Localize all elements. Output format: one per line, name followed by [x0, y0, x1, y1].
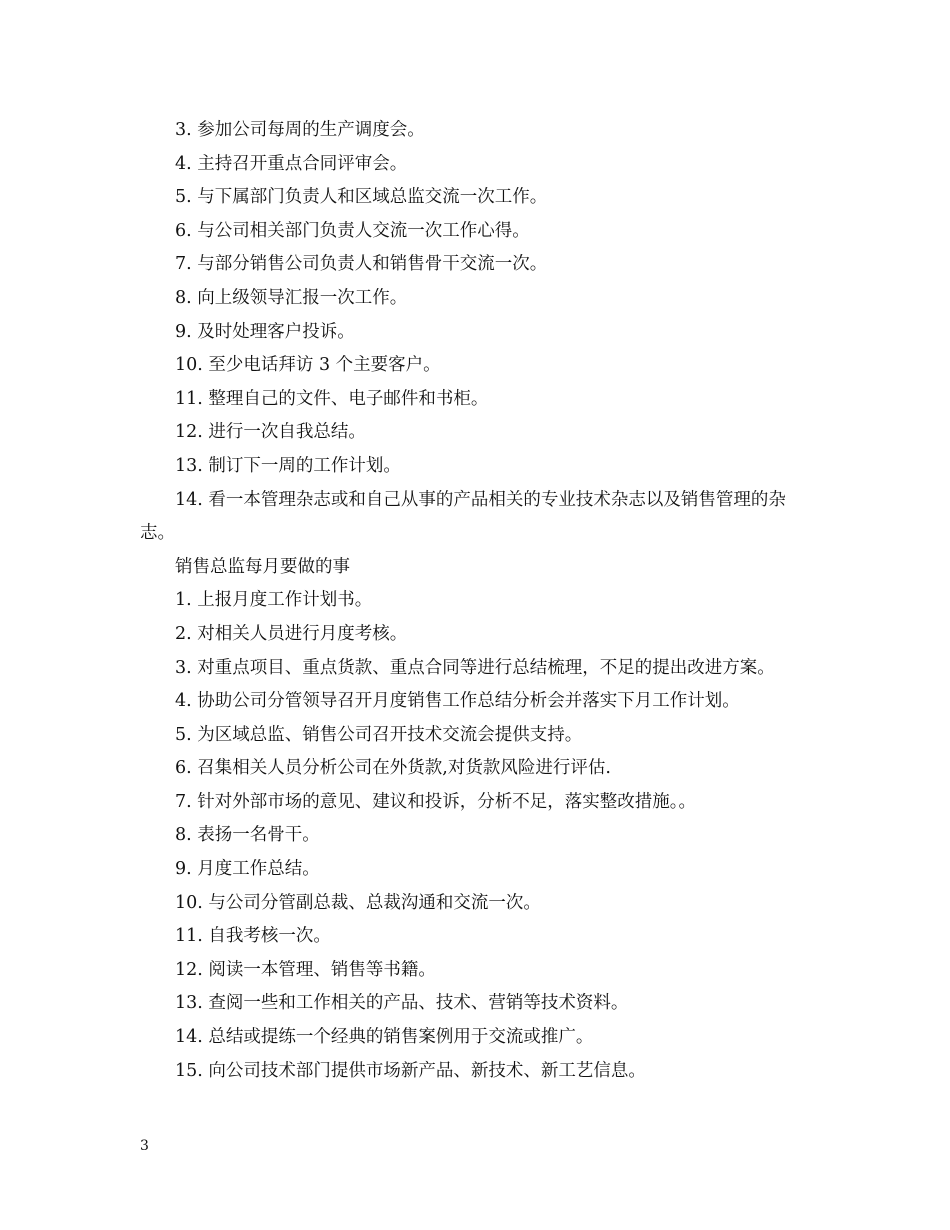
- monthly-item-13: 13. 查阅一些和工作相关的产品、技术、营销等技术资料。: [175, 993, 629, 1014]
- monthly-item-5: 5. 为区域总监、销售公司召开技术交流会提供支持。: [175, 724, 583, 745]
- monthly-item-2: 2. 对相关人员进行月度考核。: [175, 623, 408, 644]
- weekly-item-12: 12. 进行一次自我总结。: [175, 422, 366, 443]
- monthly-item-6: 6. 召集相关人员分析公司在外货款,对货款风险进行评估.: [175, 758, 611, 779]
- weekly-item-3: 3. 参加公司每周的生产调度会。: [175, 120, 425, 140]
- monthly-item-11: 11. 自我考核一次。: [175, 926, 331, 947]
- monthly-item-10: 10. 与公司分管副总裁、总裁沟通和交流一次。: [175, 892, 541, 913]
- weekly-item-4: 4. 主持召开重点合同评审会。: [175, 153, 408, 174]
- monthly-item-12: 12. 阅读一本管理、销售等书籍。: [175, 959, 436, 980]
- monthly-item-1: 1. 上报月度工作计划书。: [175, 590, 373, 611]
- monthly-item-3: 3. 对重点项目、重点货款、重点合同等进行总结梳理，不足的提出改进方案。: [175, 657, 775, 678]
- monthly-item-9: 9. 月度工作总结。: [175, 859, 320, 880]
- page-number: 3: [140, 1138, 149, 1154]
- monthly-section-heading: 销售总监每月要做的事: [175, 556, 350, 577]
- monthly-item-15: 15. 向公司技术部门提供市场新产品、新技术、新工艺信息。: [175, 1060, 646, 1081]
- weekly-item-5: 5. 与下属部门负责人和区域总监交流一次工作。: [175, 187, 548, 208]
- weekly-item-11: 11. 整理自己的文件、电子邮件和书柜。: [175, 388, 489, 409]
- weekly-item-8: 8. 向上级领导汇报一次工作。: [175, 287, 408, 308]
- weekly-item-14: 14. 看一本管理杂志或和自己从事的产品相关的专业技术杂志以及销售管理的杂志。: [140, 489, 786, 544]
- weekly-item-13: 13. 制订下一周的工作计划。: [175, 455, 401, 476]
- monthly-item-7: 7. 针对外部市场的意见、建议和投诉，分析不足，落实整改措施。。: [175, 791, 697, 812]
- weekly-item-10: 10. 至少电话拜访 3 个主要客户。: [175, 355, 441, 376]
- monthly-item-8: 8. 表扬一名骨干。: [175, 825, 320, 846]
- weekly-item-7: 7. 与部分销售公司负责人和销售骨干交流一次。: [175, 254, 548, 275]
- monthly-item-14: 14. 总结或提练一个经典的销售案例用于交流或推广。: [175, 1027, 594, 1048]
- monthly-item-4: 4. 协助公司分管领导召开月度销售工作总结分析会并落实下月工作计划。: [175, 691, 740, 712]
- document-body: [140, 114, 820, 1088]
- weekly-item-9: 9. 及时处理客户投诉。: [175, 321, 355, 342]
- weekly-item-6: 6. 与公司相关部门负责人交流一次工作心得。: [175, 220, 530, 241]
